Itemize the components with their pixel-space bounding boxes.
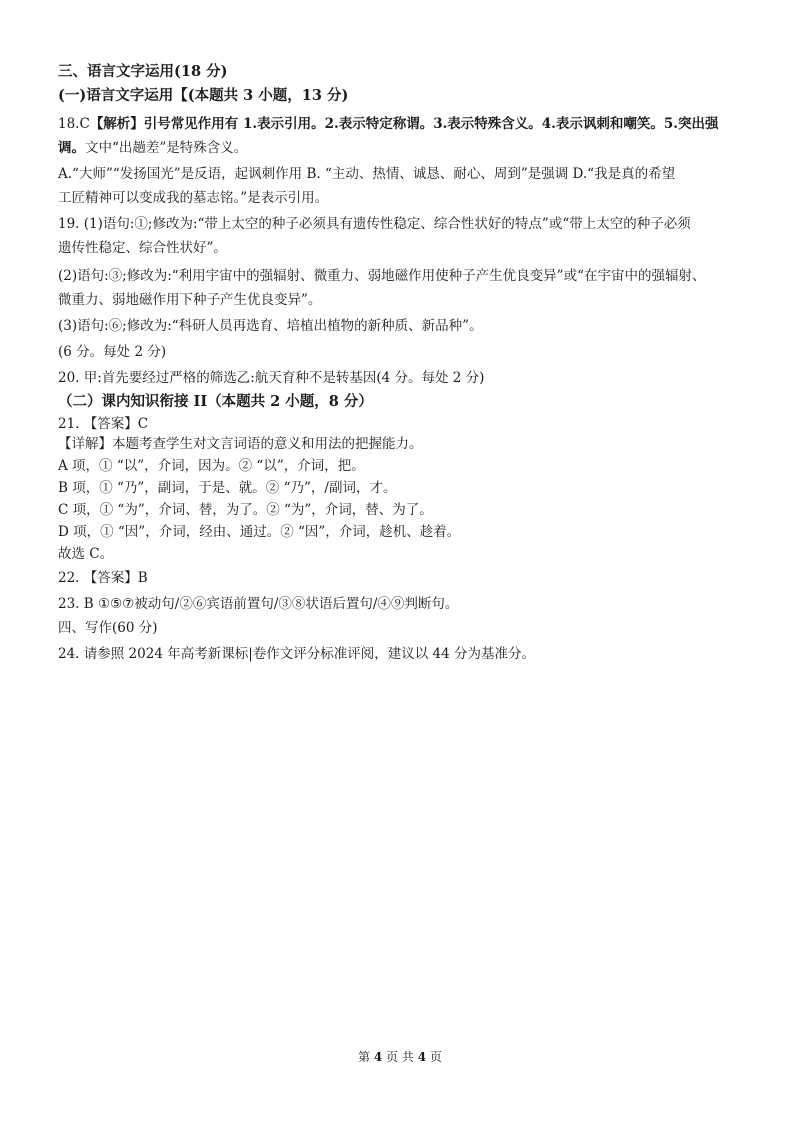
section-4-heading: 四、写作(60 分) xyxy=(58,620,158,636)
q19-line-3: (2)语句:③;修改为:“利用宇宙中的强辐射、微重力、弱地磁作用使种子产生优良变异”或“在宇宙中的强辐射、 xyxy=(58,268,706,284)
footer-suffix: 页 xyxy=(429,1050,442,1064)
footer-total-pages: 4 xyxy=(417,1050,427,1064)
q19-line-5: (3)语句:⑥;修改为:“科研人员再选育、培植出植物的新种质、新品种”。 xyxy=(58,318,483,334)
q18-line-3: A.“大师”“发扬国光”是反语，起讽刺作用 B. “主动、热情、诚恳、耐心、周到”是强调 D.“我是真的希望 xyxy=(58,166,676,182)
q18-analysis-rest: 文中“出趟差”是特殊含义。 xyxy=(85,140,248,156)
q22-line-1: 22. 【答案】B xyxy=(58,570,148,586)
q19-line-2: 遗传性稳定、综合性状好”。 xyxy=(58,240,227,256)
q18-analysis-bold: 【解析】引号常见作用有 1.表示引用。2.表示特定称谓。3.表示特殊含义。4.表示讽刺和嘲笑。5.突出强 xyxy=(89,116,719,132)
footer-middle: 页 共 xyxy=(386,1050,414,1064)
q20-line-1: 20. 甲:首先要经过严格的筛选乙:航天育种不是转基因(4 分。每处 2 分) xyxy=(58,370,485,386)
q21-line-2: 【详解】本题考查学生对文言词语的意义和用法的把握能力。 xyxy=(58,436,423,452)
q19-line-4: 微重力、弱地磁作用下种子产生优良变异”。 xyxy=(58,292,322,308)
q18-number: 18.C xyxy=(58,116,90,132)
q21-line-5: C 项，① “为”，介词、替，为了。② “为”，介词，替、为了。 xyxy=(58,502,433,518)
q18-line-4: 工匠精神可以变成我的墓志铭。”是表示引用。 xyxy=(58,190,329,206)
q21-line-6: D 项，① “因”，介词，经由、通过。② “因”，介词，趁机、趁着。 xyxy=(58,524,461,540)
q21-line-3: A 项，① “以”，介词，因为。② “以”，介词，把。 xyxy=(58,458,365,474)
q18-line-1 xyxy=(58,114,748,134)
q19-line-1: 19. (1)语句:①;修改为:“带上太空的种子必须具有遗传性稳定、综合性状好的特点”或“带上太空的种子必须 xyxy=(58,216,691,232)
subsection-1-heading: (一)语言文字运用【(本题共 3 小题，13 分) xyxy=(58,87,349,104)
section-3-heading: 三、语言文字运用(18 分) xyxy=(58,63,228,80)
q21-line-1: 21. 【答案】C xyxy=(58,416,149,432)
subsection-2-heading: （二）课内知识衔接 II（本题共 2 小题，8 分） xyxy=(58,393,373,410)
footer-current-page: 4 xyxy=(373,1050,383,1064)
q18-analysis-bold-end: 调。 xyxy=(58,140,85,156)
footer-prefix: 第 xyxy=(358,1050,371,1064)
q24-line-1: 24. 请参照 2024 年高考新课标|卷作文评分标准评阅，建议以 44 分为基准分。 xyxy=(58,646,536,662)
q19-line-6: (6 分。每处 2 分) xyxy=(58,344,167,360)
q18-line-2 xyxy=(58,138,748,158)
page-footer xyxy=(0,1049,800,1065)
q21-line-4: B 项，① “乃”，副词，于是、就。② “乃”，/副词，才。 xyxy=(58,480,397,496)
q23-line-1: 23. B ①⑤⑦被动句/②⑥宾语前置句/③⑧状语后置句/④⑨判断句。 xyxy=(58,596,459,612)
q21-line-7: 故选 C。 xyxy=(58,546,114,562)
